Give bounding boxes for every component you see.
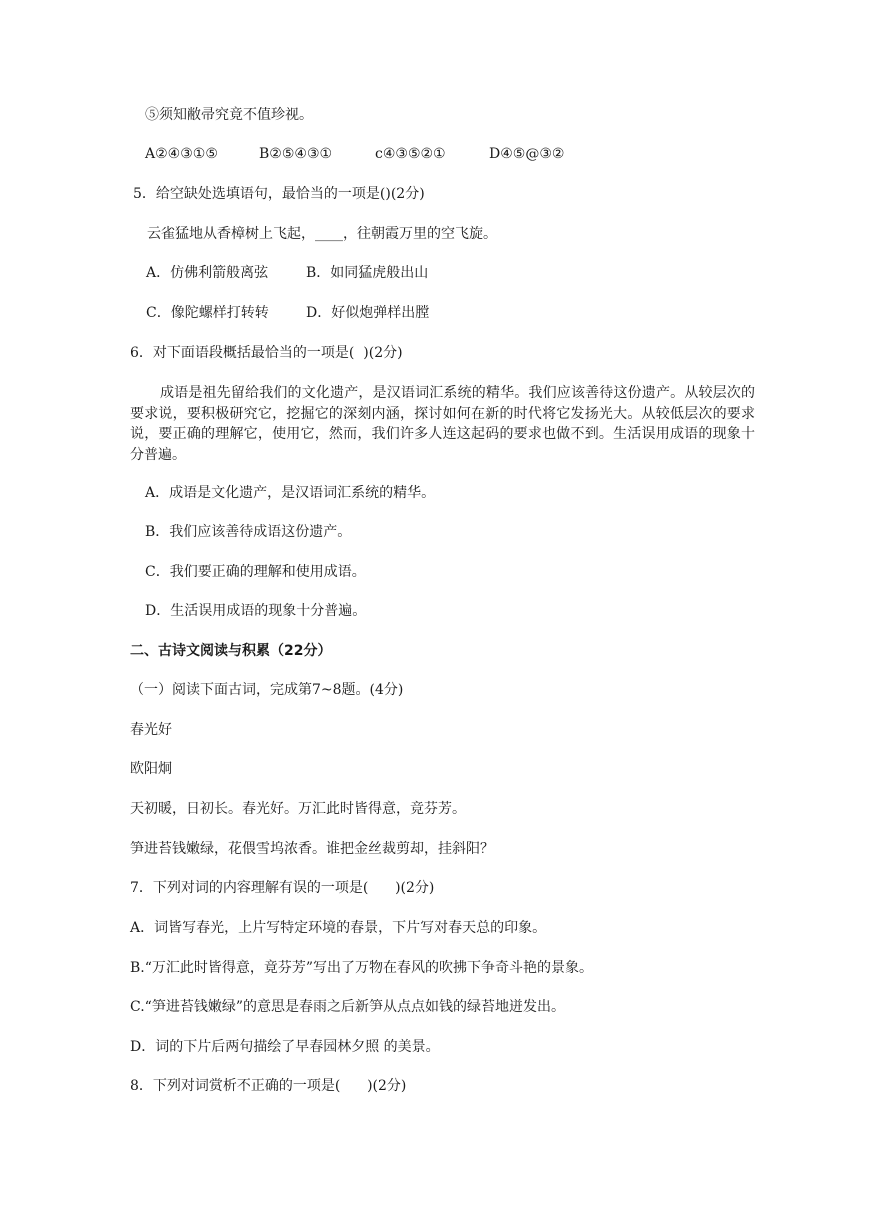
q7-option-b: B.“万汇此时皆得意，竟芬芳”写出了万物在春风的吹拂下争奇斗艳的景象。 xyxy=(130,960,594,976)
q4-option-d: D④⑤@③② xyxy=(489,146,565,162)
q6-option-c: C．我们要正确的理解和使用成语。 xyxy=(145,564,366,580)
q6-stem: 6．对下面语段概括最恰当的一项是( )(2分) xyxy=(130,345,403,361)
q6-passage: 成语是祖先留给我们的文化遗产，是汉语词汇系统的精华。我们应该善待这份遗产。从较层次的要求说，要积极研究它，挖掘它的深刻内涵，探讨如何在新的时代将它发扬光大。从较低层次的要求说，要正确的理解它，使用它，然而，我们许多人连这起码的要求也做不到。生活误用成语的现象十分普遍。 xyxy=(130,385,755,463)
q5-option-c: C．像陀螺样打转转 xyxy=(146,305,269,321)
q4-option-a: A②④③①⑤ xyxy=(145,146,218,162)
section-2-sub-heading: （一）阅读下面古词，完成第7~8题。(4分) xyxy=(130,682,404,698)
q5-sentence: 云雀猛地从香樟树上飞起，____，往朝霞万里的空飞旋。 xyxy=(147,226,497,242)
q4-option-b: B②⑤④③① xyxy=(259,146,333,162)
q5-option-a: A．仿佛利箭般离弦 xyxy=(146,265,269,281)
q7-stem: 7．下列对词的内容理解有误的一项是( )(2分) xyxy=(130,880,435,896)
q8-stem: 8．下列对词赏析不正确的一项是( )(2分) xyxy=(130,1078,407,1094)
poem-title: 春光好 xyxy=(130,722,172,738)
q6-option-a: A．成语是文化遗产，是汉语词汇系统的精华。 xyxy=(145,485,436,501)
q7-option-c: C.“笋进苔钱嫩绿”的意思是春雨之后新笋从点点如钱的绿苔地迸发出。 xyxy=(130,999,565,1015)
poem-author: 欧阳炯 xyxy=(130,761,172,777)
poem-line-1: 天初暖，日初长。春光好。万汇此时皆得意，竞芬芳。 xyxy=(130,801,466,817)
q6-option-d: D．生活误用成语的现象十分普遍。 xyxy=(145,603,367,619)
q7-option-d: D．词的下片后两句描绘了早春园林夕照 的美景。 xyxy=(130,1039,440,1055)
q6-option-b: B．我们应该善待成语这份遗产。 xyxy=(145,524,352,540)
q4-option-c: c④③⑤②① xyxy=(375,146,446,162)
q5-option-d: D．好似炮弹样出膛 xyxy=(306,305,430,321)
section-2-heading: 二、古诗文阅读与积累（22分） xyxy=(130,643,332,659)
q4-item-5: ⑤须知敝帚究竟不值珍视。 xyxy=(145,107,313,123)
q5-stem: 5．给空缺处选填语句，最恰当的一项是()(2分) xyxy=(133,186,425,202)
poem-line-2: 笋进苔钱嫩绿，花偎雪坞浓香。谁把金丝裁剪却，挂斜阳？ xyxy=(130,841,494,857)
q5-option-b: B．如同猛虎般出山 xyxy=(306,265,429,281)
q7-option-a: A．词皆写春光，上片写特定环境的春景，下片写对春天总的印象。 xyxy=(130,920,547,936)
